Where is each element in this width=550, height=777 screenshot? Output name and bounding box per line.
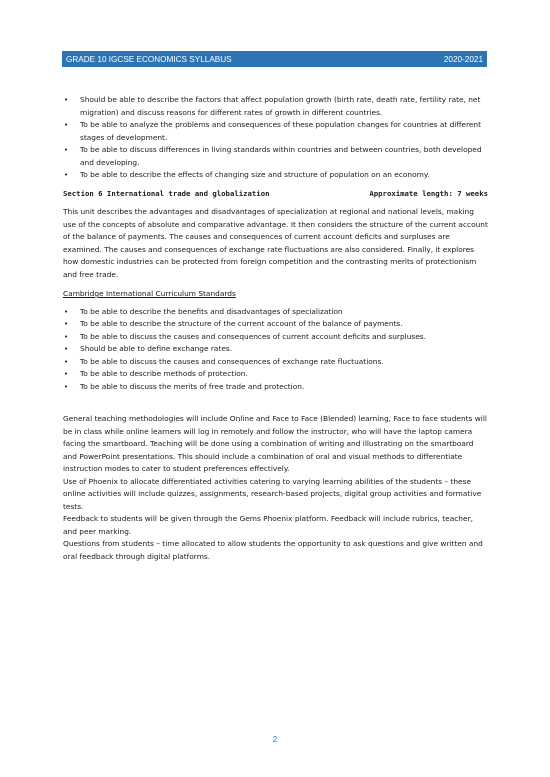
page-number: 2 <box>272 735 278 744</box>
page-header <box>62 51 487 67</box>
header-title: GRADE 10 IGCSE ECONOMICS SYLLABUS <box>66 54 232 64</box>
methodology-paragraph: General teaching methodologies will include Online and Face to Face (Blended) learning, Face to face students will be in class while online learners will log in remotely and follow the instructor, who will have the laptop camera facing the smartboard. Teaching will be done using a combination of writing and illustrating on the smartboard and PowerPoint presentations. This should include a combination of oral and visual methods to differentiate instruction modes to cater to student preferences effectively. <box>63 414 487 473</box>
bullet-list-standards <box>63 306 488 394</box>
list-item: • To be able to describe the effects of changing size and structure of population on an economy. <box>63 169 488 182</box>
methodology-paragraph: Use of Phoenix to allocate differentiated activities catering to varying learning abilities of the students – these online activities will include quizzes, assignments, research-based projects, digital group activities and formative tests. <box>63 476 482 511</box>
section-heading <box>63 188 488 201</box>
bullet-icon: • <box>64 171 69 179</box>
list-item: • Should be able to describe the factors that affect population growth (birth rate, death rate, fertility rate, net migration) and discuss reasons for different rates of growth in different countries. <box>64 95 481 117</box>
bullet-icon: • <box>64 307 69 316</box>
list-item: • To be able to describe the benefits and disadvantages of specialization <box>63 306 488 319</box>
standards-heading: Cambridge International Curriculum Standards <box>63 289 236 298</box>
header-year: 2020-2021 <box>443 54 483 64</box>
bullet-icon: • <box>64 345 69 353</box>
bullet-icon: • <box>64 320 69 328</box>
bullet-icon: • <box>64 382 69 391</box>
methodology-block <box>63 413 488 563</box>
list-item: • To be able to describe methods of protection. <box>63 368 488 381</box>
list-item: • To be able to discuss the causes and consequences of current account deficits and surpluses. <box>63 331 488 344</box>
bullet-icon: • <box>64 357 69 366</box>
list-item: • To be able to discuss differences in living standards within countries and between countries, both developed and developing. <box>64 145 482 167</box>
bullet-icon: • <box>64 370 69 378</box>
list-item: • To be able to describe the structure of the current account of the balance of payments. <box>63 318 488 331</box>
bullet-list-population <box>63 94 488 182</box>
bullet-icon: • <box>64 146 69 154</box>
bullet-icon: • <box>64 96 69 104</box>
list-item: • To be able to discuss the merits of free trade and protection. <box>63 381 488 394</box>
list-item: • Should be able to define exchange rates. <box>63 343 488 356</box>
bullet-icon: • <box>64 332 69 341</box>
page-content <box>63 94 488 563</box>
section-title: Section 6 International trade and globalization <box>63 188 270 198</box>
bullet-icon: • <box>64 121 69 129</box>
section-description: This unit describes the advantages and disadvantages of specialization at regional and national levels, making use of the concepts of absolute and comparative advantage. It then considers the structure of the current account of the balance of payments. The causes and consequences of current account deficits and surpluses are examined. The causes and consequences of exchange rate fluctuations are also considered. Finally, it explores how domestic industries can be protected from foreign competition and the contrasting merits of protectionism and free trade. <box>63 207 488 279</box>
section-length: Approximate length: 7 weeks <box>369 188 488 198</box>
methodology-paragraph: Feedback to students will be given through the Gems Phoenix platform. Feedback will include rubrics, teacher, and peer marking. <box>63 514 473 536</box>
methodology-paragraph: Questions from students – time allocated to allow students the opportunity to ask questions and give written and oral feedback through digital platforms. <box>63 539 483 561</box>
list-item: • To be able to discuss the causes and consequences of exchange rate fluctuations. <box>63 356 488 369</box>
list-item: • To be able to analyze the problems and consequences of these population changes for countries at different stages of development. <box>64 120 481 142</box>
